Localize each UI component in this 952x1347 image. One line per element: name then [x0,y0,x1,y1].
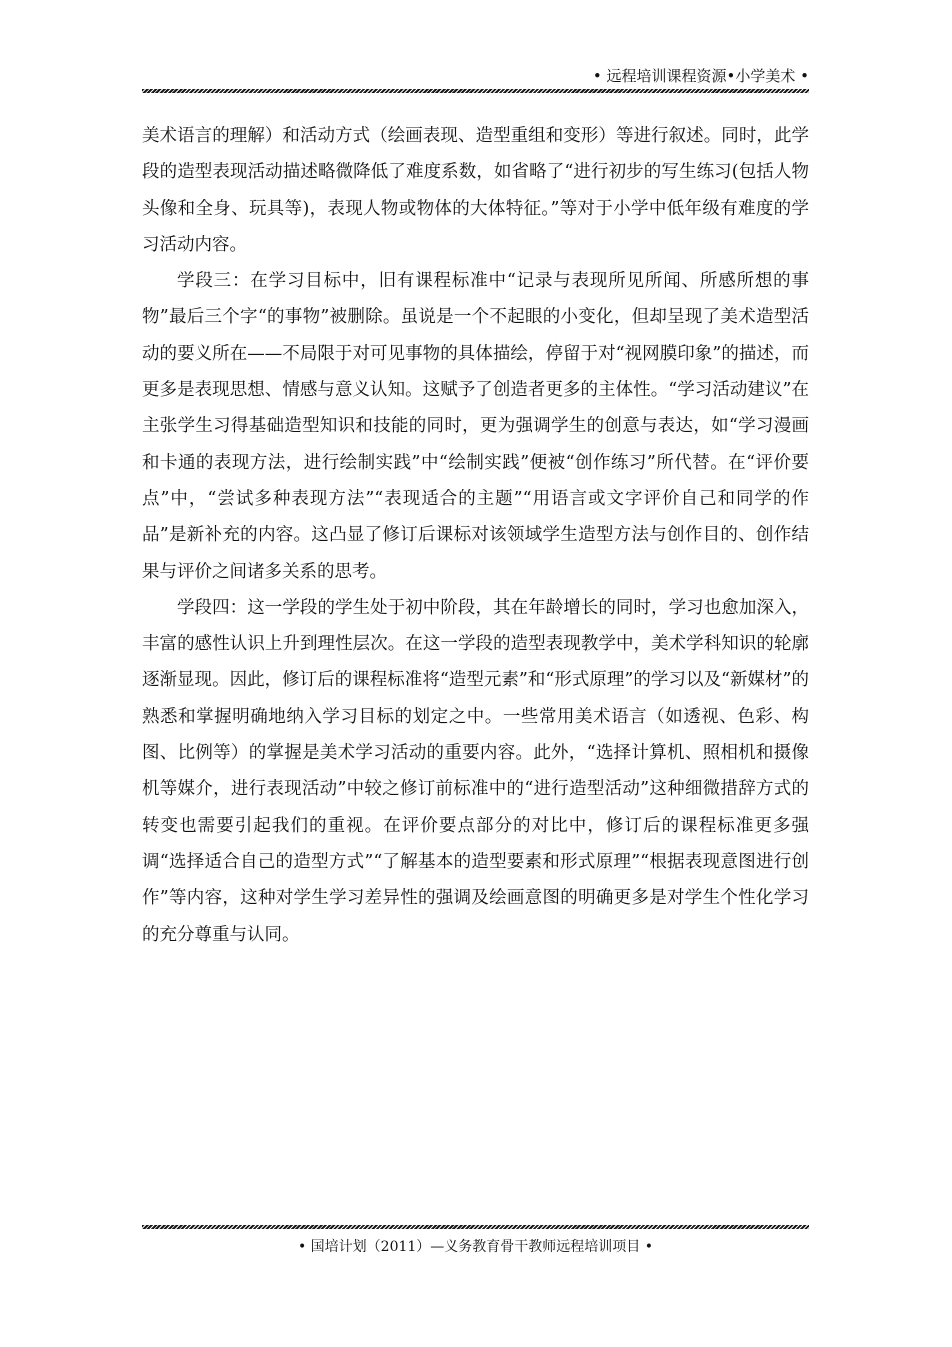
running-header: • 远程培训课程资源•小学美术 • [592,67,809,85]
article-body [142,118,809,953]
running-footer: • 国培计划（2011）—义务教育骨干教师远程培训项目 • [297,1239,654,1255]
paragraph-continuation: 美术语言的理解）和活动方式（绘画表现、造型重组和变形）等进行叙述。同时，此学段的造型表现活动描述略微降低了难度系数，如省略了“进行初步的写生练习(包括人物头像和全身、玩具等)，表现人物或物体的大体特征。”等对于小学中低年级有难度的学习活动内容。 [142,126,809,255]
paragraph-stage-four: 学段四：这一学段的学生处于初中阶段，其在年龄增长的同时，学习也愈加深入，丰富的感性认识上升到理性层次。在这一学段的造型表现教学中，美术学科知识的轮廓逐渐显现。因此，修订后的课程标准将“造型元素”和“形式原理”的学习以及“新媒材”的熟悉和掌握明确地纳入学习目标的划定之中。一些常用美术语言（如透视、色彩、构图、比例等）的掌握是美术学习活动的重要内容。此外，“选择计算机、照相机和摄像机等媒介，进行表现活动”中较之修订前标准中的“进行造型活动”这种细微措辞方式的转变也需要引起我们的重视。在评价要点部分的对比中，修订后的课程标准更多强调“选择适合自己的造型方式”“了解基本的造型要素和形式原理”“根据表现意图进行创作”等内容，这种对学生学习差异性的强调及绘画意图的明确更多是对学生个性化学习的充分尊重与认同。 [142,597,809,945]
paragraph-stage-three: 学段三：在学习目标中，旧有课程标准中“记录与表现所见所闻、所感所想的事物”最后三个字“的事物”被删除。虽说是一个不起眼的小变化，但却呈现了美术造型活动的要义所在——不局限于对可见事物的具体描绘，停留于对“视网膜印象”的描述，而更多是表现思想、情感与意义认知。这赋予了创造者更多的主体性。“学习活动建议”在主张学生习得基础造型知识和技能的同时，更为强调学生的创意与表达，如“学习漫画和卡通的表现方法，进行绘制实践”中“绘制实践”便被“创作练习”所代替。在“评价要点”中，“尝试多种表现方法”“表现适合的主题”“用语言或文字评价自己和同学的作品”是新补充的内容。这凸显了修订后课标对该领域学生造型方法与创作目的、创作结果与评价之间诸多关系的思考。 [142,271,809,582]
footer-rule [142,1225,809,1229]
header-rule [142,89,809,93]
